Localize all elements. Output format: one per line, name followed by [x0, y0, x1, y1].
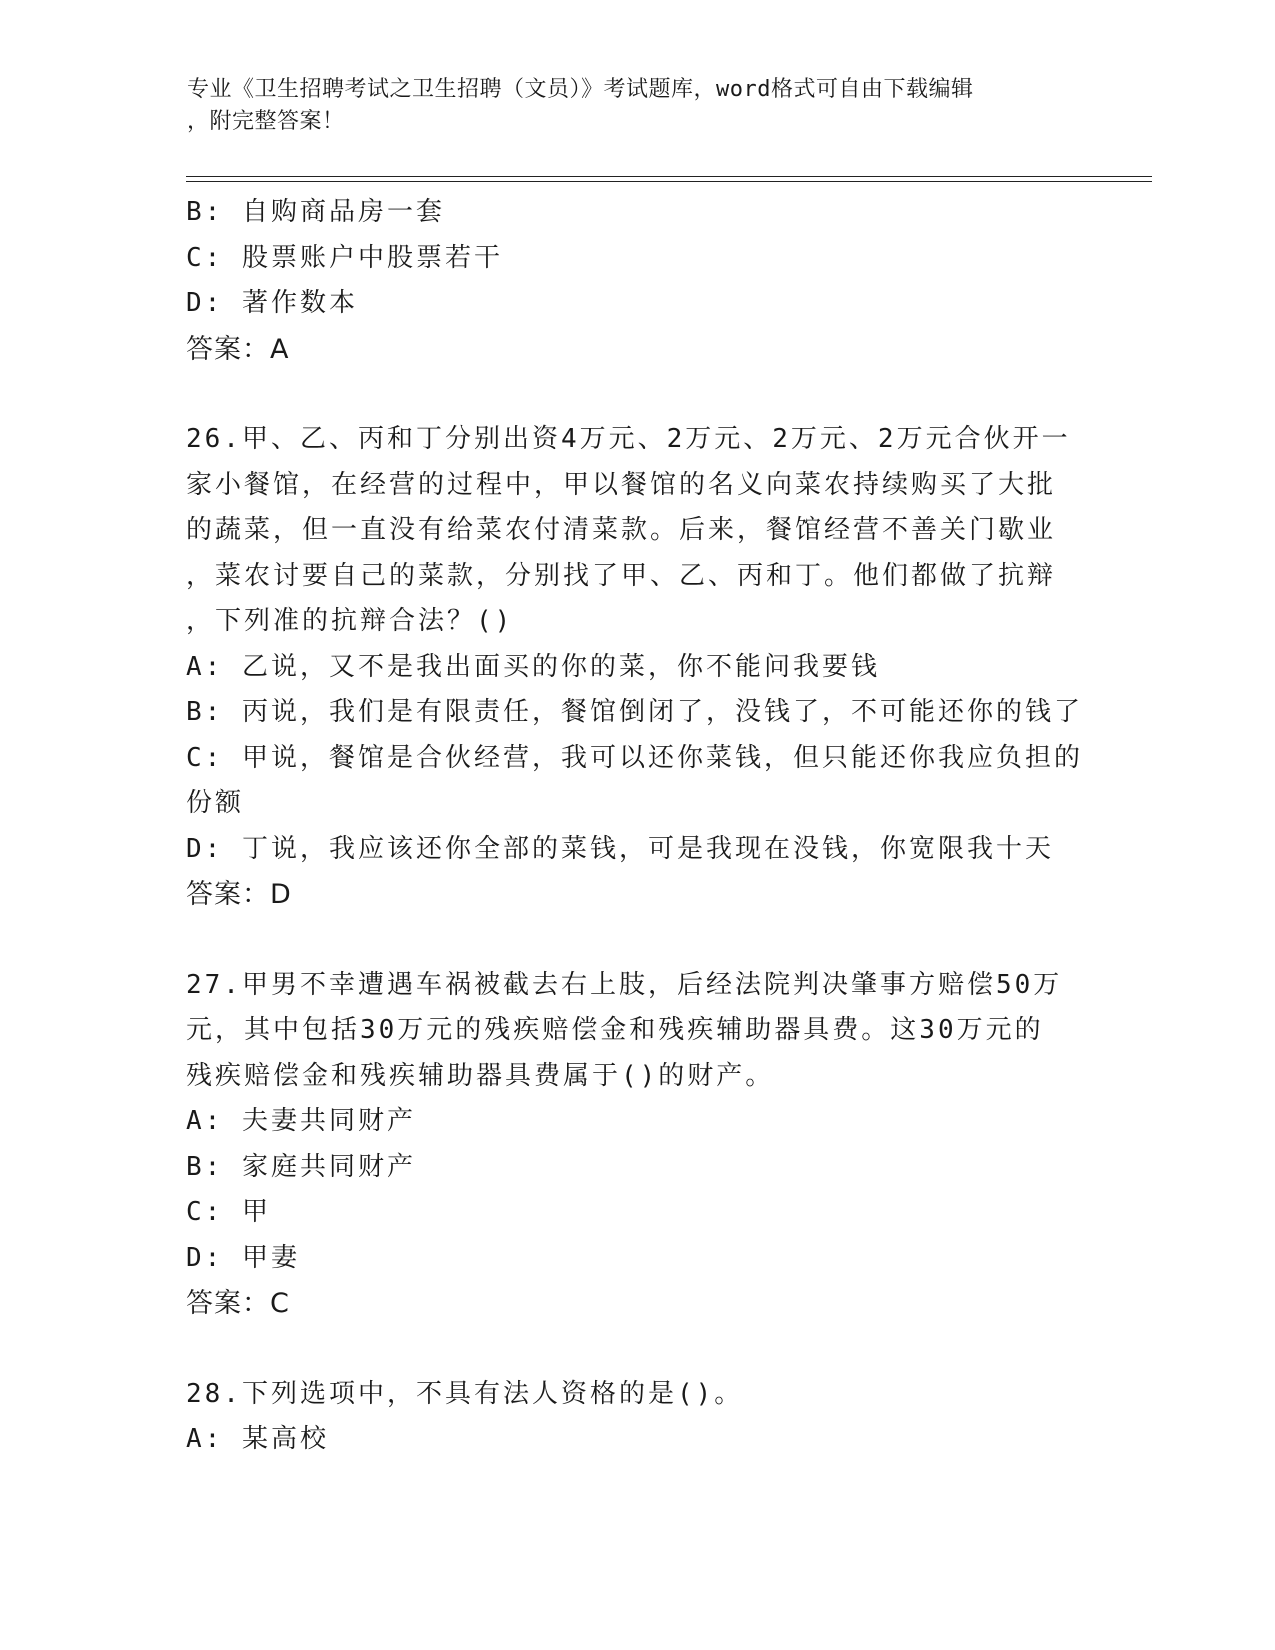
option-b: B: 自购商品房一套 [186, 197, 445, 227]
question-26 [186, 417, 1086, 918]
header-divider-thin [186, 181, 1152, 182]
option-c: C: 甲 [186, 1197, 271, 1227]
question-stem-line: 残疾赔偿金和残疾辅助器具费属于()的财产。 [186, 1060, 775, 1091]
option-d: D: 甲妻 [186, 1242, 300, 1273]
question-stem-line: 28.下列选项中，不具有法人资格的是()。 [186, 1378, 744, 1409]
option-c-continued: 份额 [186, 788, 245, 818]
option-c: C: 股票账户中股票若干 [186, 242, 503, 273]
option-a: A: 夫妻共同财产 [186, 1106, 416, 1136]
question-stem-line: 的蔬菜，但一直没有给菜农付清菜款。后来，餐馆经营不善关门歇业 [186, 515, 1057, 545]
header-line-2: ，附完整答案！ [187, 109, 345, 134]
document-body [186, 190, 1086, 1463]
question-stem-line: ，菜农讨要自己的菜款，分别找了甲、乙、丙和丁。他们都做了抗辩 [186, 560, 1057, 591]
answer-line: 答案：A [186, 333, 290, 365]
option-b: B: 家庭共同财产 [186, 1151, 416, 1182]
question-stem-line: 27.甲男不幸遭遇车祸被截去右上肢，后经法院判决肇事方赔偿50万 [186, 969, 1063, 1000]
header-line-1: 专业《卫生招聘考试之卫生招聘（文员）》考试题库，word格式可自由下载编辑 [187, 77, 974, 102]
question-25-continued [186, 190, 1086, 372]
option-d: D: 著作数本 [186, 288, 358, 318]
document-header [187, 74, 1067, 138]
option-c: C: 甲说，餐馆是合伙经营，我可以还你菜钱，但只能还你我应负担的 [186, 742, 1083, 773]
option-d: D: 丁说，我应该还你全部的菜钱，可是我现在没钱，你宽限我十天 [186, 833, 1054, 864]
question-27 [186, 963, 1086, 1327]
spacer [186, 1327, 1086, 1372]
option-a: A: 乙说，又不是我出面买的你的菜，你不能问我要钱 [186, 651, 880, 682]
question-stem-line: 元，其中包括30万元的残疾赔偿金和残疾辅助器具费。这30万元的 [186, 1015, 1044, 1045]
option-b: B: 丙说，我们是有限责任，餐馆倒闭了，没钱了，不可能还你的钱了 [186, 697, 1083, 727]
answer-line: 答案：C [186, 1288, 290, 1319]
question-28 [186, 1372, 1086, 1463]
spacer [186, 372, 1086, 417]
question-stem-line: 家小餐馆，在经营的过程中，甲以餐馆的名义向菜农持续购买了大批 [186, 469, 1057, 500]
answer-line: 答案：D [186, 879, 292, 910]
header-divider-thick [186, 176, 1152, 177]
option-a: A: 某高校 [186, 1424, 329, 1454]
question-stem-line: 26.甲、乙、丙和丁分别出资4万元、2万元、2万元、2万元合伙开一 [186, 424, 1071, 454]
spacer [186, 918, 1086, 963]
question-stem-line: ，下列准的抗辩合法？() [186, 606, 514, 636]
